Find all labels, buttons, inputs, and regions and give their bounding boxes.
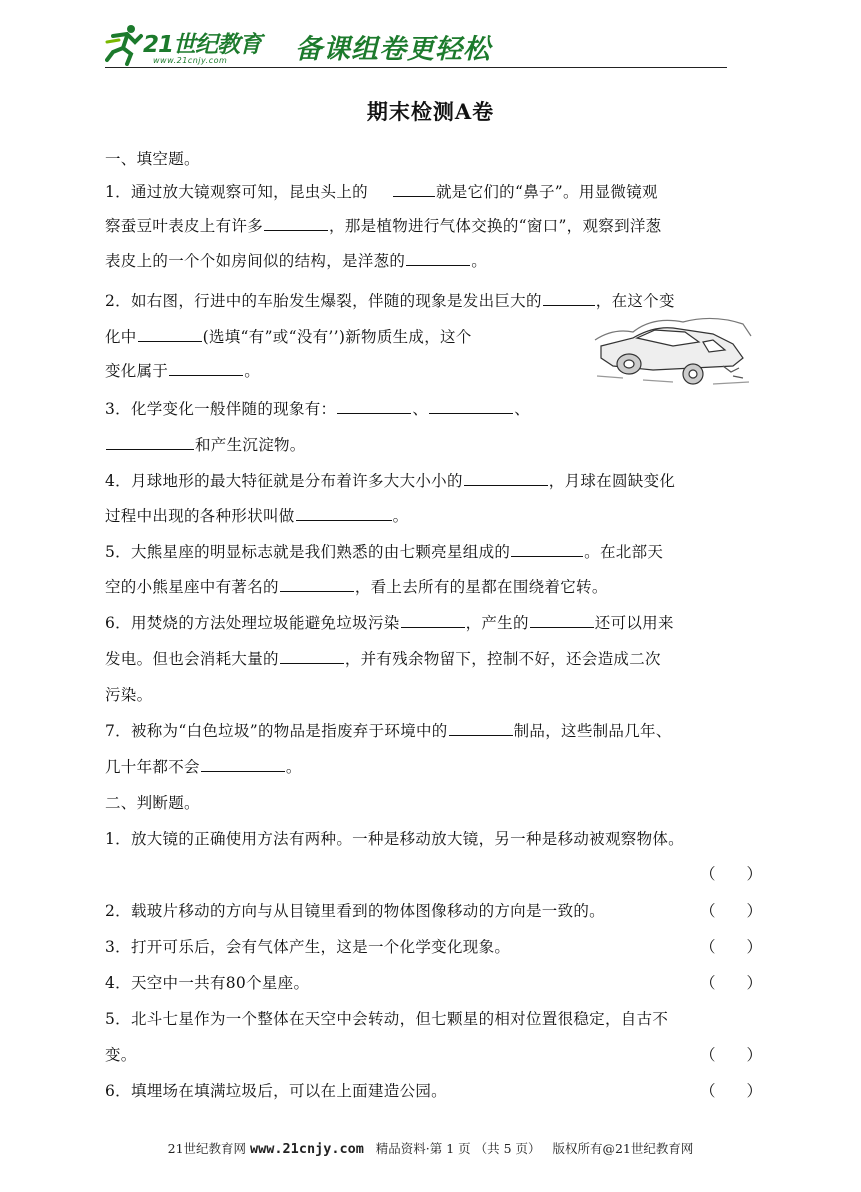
answer-blank[interactable]: [401, 613, 465, 628]
q5-line1: 5．大熊星座的明显标志就是我们熟悉的由七颗亮星组成的 。在北部天: [105, 543, 664, 561]
q4-line2: 过程中出现的各种形状叫做 。: [105, 507, 409, 525]
answer-parens[interactable]: （ ）: [700, 938, 763, 956]
q1-line1: 1．通过放大镜观察可知，昆虫头上的 就是它们的“鼻子”。用显微镜观: [105, 183, 658, 201]
section1-heading: 一、填空题。: [105, 150, 200, 168]
answer-blank[interactable]: [280, 649, 344, 664]
answer-blank[interactable]: [543, 291, 595, 306]
runner-logo-icon: [105, 22, 145, 66]
answer-blank[interactable]: [296, 506, 392, 521]
judge-q3: 3．打开可乐后，会有气体产生，这是一个化学变化现象。: [105, 938, 511, 956]
answer-parens[interactable]: （ ）: [700, 1046, 763, 1064]
page-title: 期末检测A卷: [366, 99, 495, 124]
answer-blank[interactable]: [449, 721, 513, 736]
answer-parens[interactable]: （ ）: [700, 974, 763, 992]
q2-line1: 2．如右图，行进中的车胎发生爆裂，伴随的现象是发出巨大的 ，在这个变: [105, 292, 675, 310]
footer-site-link[interactable]: www.21cnjy.com: [250, 1141, 364, 1157]
q6-line1: 6．用焚烧的方法处理垃圾能避免垃圾污染 ，产生的 还可以用来: [105, 614, 674, 632]
judge-q5-line1: 5．北斗七星作为一个整体在天空中会转动，但七颗星的相对位置很稳定，自古不: [105, 1010, 669, 1028]
answer-blank[interactable]: [464, 471, 548, 486]
logo-url: www.21cnjy.com: [153, 56, 228, 65]
judge-q1: 1．放大镜的正确使用方法有两种。一种是移动放大镜，另一种是移动被观察物体。: [105, 830, 684, 848]
answer-blank[interactable]: [280, 577, 354, 592]
q6-line2: 发电。但也会消耗大量的 ，并有残余物留下，控制不好，还会造成二次: [105, 650, 661, 668]
q3-line1: 3．化学变化一般伴随的现象有： 、 、: [105, 400, 530, 418]
q1-line2: 察蚕豆叶表皮上有许多 ，那是植物进行气体交换的“窗口”，观察到洋葱: [105, 217, 662, 235]
q6-line3: 污染。: [105, 686, 153, 704]
car-illustration-icon: [593, 306, 753, 388]
answer-blank[interactable]: [106, 435, 194, 450]
logo-text: 21世纪教育: [143, 32, 262, 58]
q2-line3: 变化属于 。: [105, 362, 261, 380]
judge-q6: 6．填埋场在填满垃圾后，可以在上面建造公园。: [105, 1082, 447, 1100]
judge-q2: 2．载玻片移动的方向与从目镜里看到的物体图像移动的方向是一致的。: [105, 902, 605, 920]
q7-line1: 7．被称为“白色垃圾”的物品是指废弃于环境中的 制品，这些制品几年、: [105, 722, 672, 740]
answer-blank[interactable]: [337, 399, 411, 414]
judge-q4: 4．天空中一共有80个星座。: [105, 974, 310, 992]
answer-blank[interactable]: [429, 399, 513, 414]
q2-line2: 化中 (选填“有”或“没有’’)新物质生成，这个: [105, 328, 472, 346]
answer-parens[interactable]: （ ）: [700, 1082, 763, 1100]
answer-parens[interactable]: （ ）: [700, 865, 763, 883]
answer-blank[interactable]: [138, 327, 202, 342]
q7-line2: 几十年都不会 。: [105, 758, 302, 776]
answer-blank[interactable]: [264, 216, 328, 231]
footer-brand: 21世纪教育网: [167, 1141, 247, 1156]
q5-line2: 空的小熊星座中有著名的 ，看上去所有的星都在围绕着它转。: [105, 578, 608, 596]
answer-blank[interactable]: [511, 542, 583, 557]
answer-parens[interactable]: （ ）: [700, 902, 763, 920]
judge-q5-line2: 变。: [105, 1046, 137, 1064]
header-divider: [105, 67, 727, 68]
footer-page-info: 精品资料·第 1 页 （共 5 页）: [375, 1141, 541, 1156]
footer-copyright: 版权所有@21世纪教育网: [552, 1141, 694, 1156]
q1-line3: 表皮上的一个个如房间似的结构，是洋葱的 。: [105, 252, 488, 270]
section2-heading: 二、判断题。: [105, 794, 200, 812]
answer-blank[interactable]: [406, 251, 470, 266]
q3-line2: 和产生沉淀物。: [105, 433, 306, 455]
header-slogan: 备课组卷更轻松: [295, 34, 491, 65]
q4-line1: 4．月球地形的最大特征就是分布着许多大大小小的 ，月球在圆缺变化: [105, 472, 676, 490]
page-header: [105, 22, 727, 72]
answer-blank[interactable]: [169, 361, 243, 376]
answer-blank[interactable]: [201, 757, 285, 772]
answer-blank[interactable]: [393, 182, 435, 197]
answer-blank[interactable]: [530, 613, 594, 628]
page-footer: [0, 1139, 861, 1157]
